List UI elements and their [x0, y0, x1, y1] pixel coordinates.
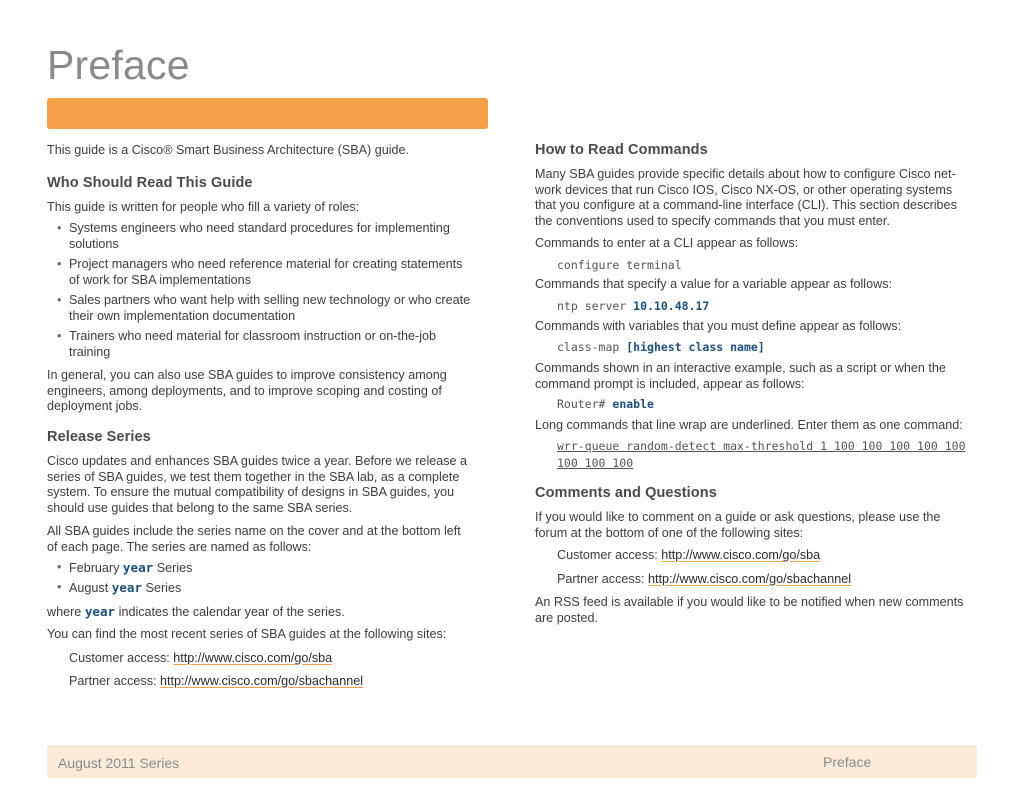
comments-text: If you would like to comment on a guide or ask questions, please use the forum at the bottom of one of the following sites: — [535, 510, 941, 540]
rss-text: An RSS feed is available if you would like to be notified when new comments are posted. — [535, 595, 964, 625]
bullet-icon: • — [57, 560, 62, 574]
release-paragraph-1: Cisco updates and enhances SBA guides twice a year. Before we release a series of SBA guides, we test them together in the SBA lab, as a complete system. To ensure the mutual compatibility of designs in SBA guides, you should use guides that belong to the same SBA series. — [47, 454, 468, 515]
general-paragraph: In general, you can also use SBA guides to improve consistency among engineers, among deployments, and to improve scoping and costing of deployment jobs. — [47, 368, 447, 413]
interactive-text: Commands shown in an interactive example, such as a script or when the command prompt is included, appear as follows: — [535, 361, 946, 391]
list-item: • Project managers who need reference material for creating statements of work for SBA implementations — [57, 257, 463, 287]
cli-code: configure terminal — [557, 258, 682, 272]
list-item: • Systems engineers who need standard procedures for implementing solutions — [57, 221, 450, 251]
bullet-icon: • — [57, 580, 62, 594]
page-title: Preface — [47, 42, 190, 88]
customer-access-link[interactable]: http://www.cisco.com/go/sba — [173, 651, 333, 665]
partner-access-link[interactable]: http://www.cisco.com/go/sbachannel — [160, 674, 364, 688]
footer-section: Preface — [823, 754, 872, 770]
intro-text: This guide is a Cisco® Smart Business Architecture (SBA) guide. — [47, 143, 410, 157]
long-command-code: wrr-queue random-detect max-threshold 1 100 100 100 100 100 100 100 100 — [557, 439, 966, 470]
bullet-icon: • — [57, 257, 62, 271]
who-intro: This guide is written for people who fill a variety of roles: — [47, 200, 360, 214]
variable-code: ntp server 10.10.48.17 — [557, 299, 710, 313]
cli-text: Commands to enter at a CLI appear as follows: — [535, 236, 799, 250]
who-heading: Who Should Read This Guide — [47, 175, 253, 191]
commands-heading: How to Read Commands — [535, 142, 708, 158]
customer-access-line: Customer access: http://www.cisco.com/go/sba — [69, 651, 333, 665]
release-paragraph-2: All SBA guides include the series name on the cover and at the bottom left of each page. The series are named as follows: — [47, 524, 461, 554]
define-text: Commands with variables that you must define appear as follows: — [535, 319, 902, 333]
list-item: • February year Series — [57, 560, 193, 575]
list-item: • August year Series — [57, 580, 182, 595]
bullet-icon: • — [57, 221, 62, 235]
footer-series: August 2011 Series — [58, 755, 180, 771]
customer-access-link[interactable]: http://www.cisco.com/go/sba — [661, 548, 821, 562]
define-code: class-map [highest class name] — [557, 340, 765, 354]
customer-access-line: Customer access: http://www.cisco.com/go/sba — [557, 548, 821, 562]
partner-access-line: Partner access: http://www.cisco.com/go/sbachannel — [557, 572, 852, 586]
where-text: where year indicates the calendar year of the series. — [47, 604, 345, 619]
list-item: • Trainers who need material for classroom instruction or on-the-job training — [57, 329, 437, 359]
list-item: • Sales partners who want help with selling new technology or who create their own implementation documentation — [57, 293, 471, 323]
bullet-icon: • — [57, 293, 62, 307]
long-command-text: Long commands that line wrap are underlined. Enter them as one command: — [535, 418, 963, 432]
comments-heading: Comments and Questions — [535, 485, 717, 501]
interactive-code: Router# enable — [557, 397, 654, 411]
title-accent-bar — [47, 98, 488, 129]
partner-access-link[interactable]: http://www.cisco.com/go/sbachannel — [648, 572, 852, 586]
page-footer — [47, 745, 977, 778]
partner-access-line: Partner access: http://www.cisco.com/go/sbachannel — [69, 674, 364, 688]
commands-intro: Many SBA guides provide specific details about how to configure Cisco net- work devices that run Cisco IOS, Cisco NX-OS, or other operating systems that you configure at a command-line interface (CLI). This section describes the conventions used to specify commands that you must enter. — [535, 167, 957, 228]
release-heading: Release Series — [47, 429, 151, 445]
bullet-icon: • — [57, 329, 62, 343]
variable-text: Commands that specify a value for a variable appear as follows: — [535, 277, 893, 291]
find-text: You can find the most recent series of SBA guides at the following sites: — [47, 627, 447, 641]
